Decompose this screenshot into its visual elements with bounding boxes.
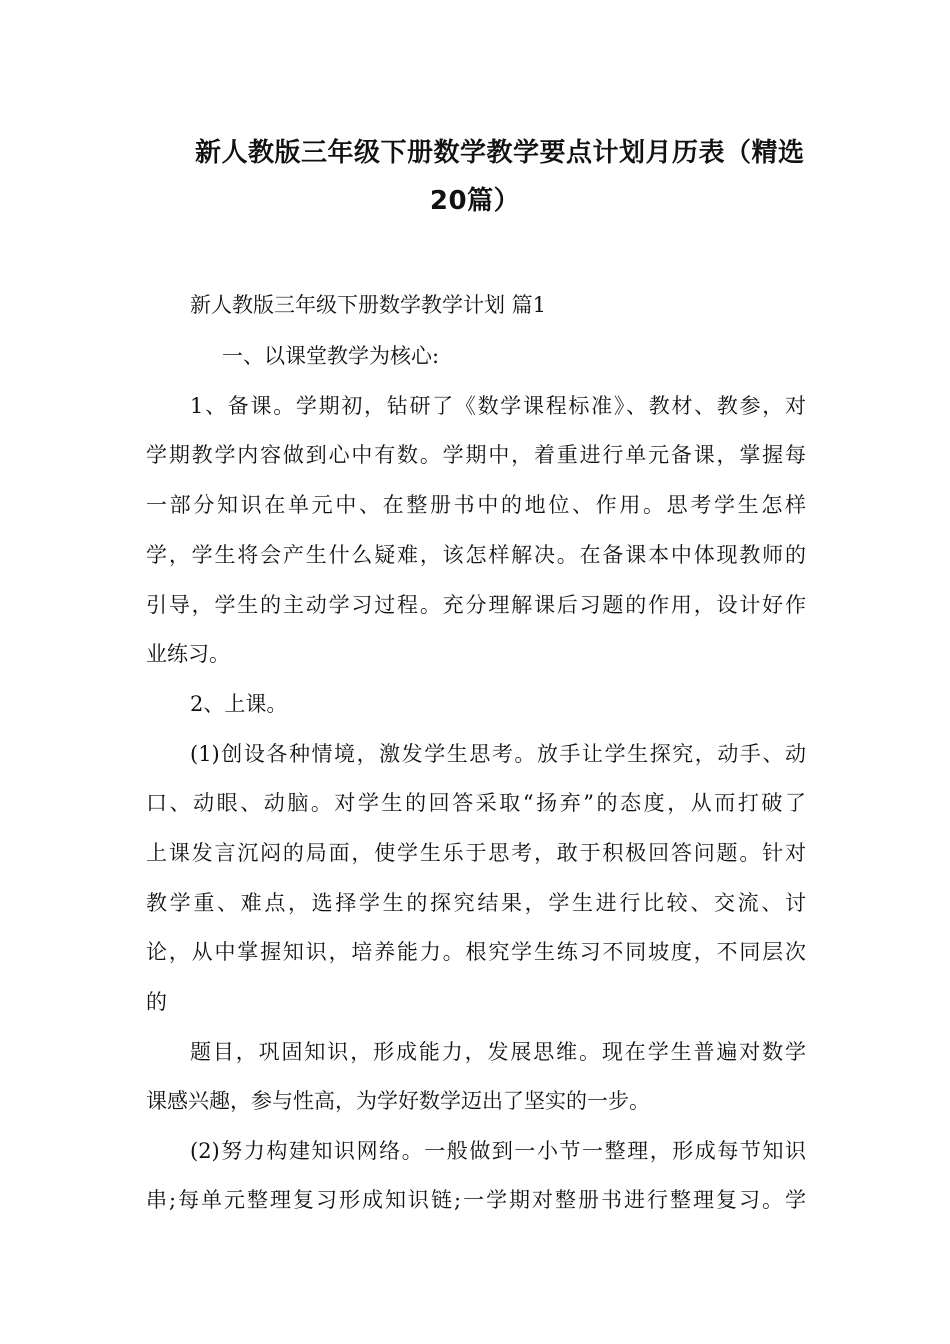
subsection-heading: 一、以课堂教学为核心: — [222, 344, 440, 368]
paragraph-line: 串;每单元整理复习形成知识链;一学期对整册书进行整理复习。学 — [146, 1188, 806, 1212]
paragraph-line: 引导，学生的主动学习过程。充分理解课后习题的作用，设计好作 — [146, 593, 806, 617]
paragraph-line: 上课发言沉闷的局面，使学生乐于思考，敢于积极回答问题。针对 — [146, 841, 806, 865]
paragraph-line: 课感兴趣，参与性高，为学好数学迈出了坚实的一步。 — [146, 1089, 650, 1113]
document-title-line-1: 新人教版三年级下册数学教学要点计划月历表（精选 — [195, 138, 805, 168]
paragraph-line: (2)努力构建知识网络。一般做到一小节一整理，形成每节知识 — [190, 1139, 806, 1163]
paragraph-line: 一部分知识在单元中、在整册书中的地位、作用。思考学生怎样 — [146, 493, 806, 517]
paragraph-line: 学期教学内容做到心中有数。学期中，着重进行单元备课，掌握每 — [146, 443, 806, 467]
paragraph-line: 的 — [146, 990, 167, 1014]
paragraph-line: 业练习。 — [146, 642, 230, 666]
paragraph-line: 2、上课。 — [190, 692, 288, 716]
paragraph-line: 学，学生将会产生什么疑难，该怎样解决。在备课本中体现教师的 — [146, 543, 806, 567]
paragraph-line: 题目，巩固知识，形成能力，发展思维。现在学生普遍对数学 — [190, 1040, 806, 1064]
paragraph-line: 1、备课。学期初，钻研了《数学课程标准》、教材、教参，对 — [190, 394, 806, 418]
paragraph-line: 教学重、难点，选择学生的探究结果，学生进行比较、交流、讨 — [146, 891, 806, 915]
paragraph-line: 口、动眼、动脑。对学生的回答采取“扬弃”的态度，从而打破了 — [146, 791, 806, 815]
paragraph-line: 论，从中掌握知识，培养能力。根究学生练习不同坡度，不同层次 — [146, 940, 806, 964]
section-heading: 新人教版三年级下册数学教学计划 篇1 — [190, 293, 547, 317]
paragraph-line: (1)创设各种情境，激发学生思考。放手让学生探究，动手、动 — [190, 742, 806, 766]
document-title-line-2: 20篇） — [429, 186, 521, 216]
